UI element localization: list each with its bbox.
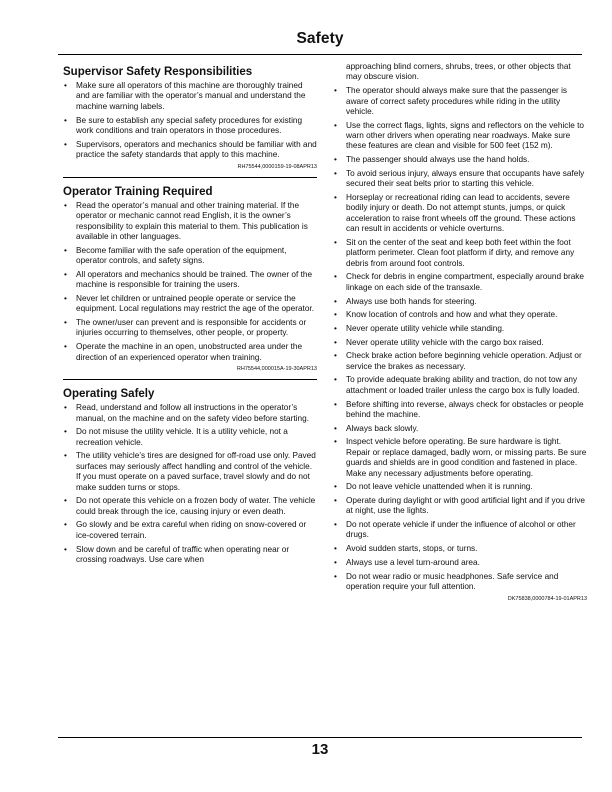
section-title: Supervisor Safety Responsibilities xyxy=(63,66,253,78)
list-item: • Do not operate this vehicle on a frozen body of water. The vehicle could break through the ice, causing injury or even death. xyxy=(63,496,317,517)
left-column xyxy=(63,62,317,569)
list-item: • The owner/user can prevent and is responsible for accidents or injuries occurring to themselves, other people, or property. xyxy=(63,318,317,339)
list-item: • Check for debris in engine compartment, especially around brake linkage on each side of the transaxle. xyxy=(333,272,587,293)
bullet-list xyxy=(63,81,317,160)
list-item: • Always back slowly. xyxy=(333,424,587,434)
list-item: • Do not misuse the utility vehicle. It is a utility vehicle, not a recreation vehicle. xyxy=(63,427,317,448)
list-item: • The operator should always make sure that the passenger is aware of correct safety procedures while riding in the utility vehicle. xyxy=(333,86,587,117)
list-item: • Go slowly and be extra careful when riding on snow-covered or ice-covered terrain. xyxy=(63,520,317,541)
list-item: • Before shifting into reverse, always check for obstacles or people behind the machine. xyxy=(333,400,587,421)
list-item: • The passenger should always use the hand holds. xyxy=(333,155,587,165)
list-item: • Supervisors, operators and mechanics should be familiar with and practice the safety standards that apply to this machine. xyxy=(63,140,317,161)
list-item: • Never let children or untrained people operate or service the equipment. Local regulations may restrict the age of the operator. xyxy=(63,294,317,315)
list-item: • Be sure to establish any special safety procedures for existing work conditions and train operators in those procedures. xyxy=(63,116,317,137)
right-column xyxy=(333,62,587,603)
list-item: • Never operate utility vehicle with the cargo box raised. xyxy=(333,338,587,348)
list-item: • Sit on the center of the seat and keep both feet within the foot platform perimeter. Clean foot platform if dirty, and remove any debris from around foot controls. xyxy=(333,238,587,269)
list-item: • Do not leave vehicle unattended when it is running. xyxy=(333,482,587,492)
section-supervisor-safety xyxy=(63,65,317,178)
list-item: • Never operate utility vehicle while standing. xyxy=(333,324,587,334)
list-item: • Horseplay or recreational riding can lead to accidents, severe bodily injury or death. Do not attempt stunts, jumps, or quick acceleration to raise front wheels off the ground. These actions can result in accidents or vehicle overturns. xyxy=(333,193,587,235)
reference-code: DK75838,0000784-19-01APR13 xyxy=(507,595,587,602)
list-item: • Operate the machine in an open, unobstructed area under the direction of an experienced operator when training. xyxy=(63,342,317,363)
section-title: Operator Training Required xyxy=(63,185,213,198)
list-item: • The utility vehicle’s tires are designed for off-road use only. Paved surfaces may seriously affect handling and control of the vehicle. If you must operate on a paved surface, travel slowly and do not make sudden turns or stops. xyxy=(63,451,317,493)
list-item: • Slow down and be careful of traffic when operating near or crossing roadways. Use care when xyxy=(63,545,317,566)
reference-code: RH75544,000015A-19-30APR13 xyxy=(236,366,317,373)
list-item: • Become familiar with the safe operation of the equipment, operator controls, and safety signs. xyxy=(63,246,317,267)
list-item: • Read, understand and follow all instructions in the operator’s manual, on the machine and on the safety video before starting. xyxy=(63,403,317,424)
list-item: • Inspect vehicle before operating. Be sure hardware is tight. Repair or replace damaged, badly worn, or missing parts. Be sure guards and shields are in good condition and fastened in place. Make any necessary adjustments before operating. xyxy=(333,437,587,479)
continued-text: approaching blind corners, shrubs, trees, or other objects that may obscure vision. xyxy=(346,62,571,82)
list-item: • Do not wear radio or music headphones. Safe service and operation require your full attention. xyxy=(333,572,587,593)
header-rule xyxy=(58,54,582,55)
footer-rule xyxy=(58,737,582,738)
list-item: • Make sure all operators of this machine are thoroughly trained and are familiar with the operator’s manual and understand the machine warning labels. xyxy=(63,81,317,112)
list-item: • Use the correct flags, lights, signs and reflectors on the vehicle to warn other drivers when operating near roadways. Make sure these features are clean and visible for 500 feet (152 m). xyxy=(333,121,587,152)
section-divider xyxy=(63,177,317,178)
list-item: • Do not operate vehicle if under the influence of alcohol or other drugs. xyxy=(333,520,587,541)
page-footer xyxy=(58,737,582,758)
section-operator-training xyxy=(63,185,317,380)
list-item: • To provide adequate braking ability and traction, do not tow any attachment or loaded trailer unless the cargo box is fully loaded. xyxy=(333,375,587,396)
list-item: • Check brake action before beginning vehicle operation. Adjust or service the brakes as necessary. xyxy=(333,351,587,372)
list-item: • To avoid serious injury, always ensure that occupants have safely secured their seat belts prior to starting this vehicle. xyxy=(333,169,587,190)
bullet-list xyxy=(63,201,317,363)
reference-code: RH75544,0000159-19-08APR13 xyxy=(237,163,317,170)
section-divider xyxy=(63,379,317,380)
bullet-list xyxy=(63,403,317,565)
list-item: • Know location of controls and how and what they operate. xyxy=(333,310,587,320)
list-item: • Operate during daylight or with good artificial light and if you drive at night, use the lights. xyxy=(333,496,587,517)
list-item: • Avoid sudden starts, stops, or turns. xyxy=(333,544,587,554)
list-item: • Always use a level turn-around area. xyxy=(333,558,587,568)
section-title: Operating Safely xyxy=(63,388,155,401)
page-header xyxy=(58,30,582,58)
bullet-list xyxy=(333,86,587,592)
list-item: • Always use both hands for steering. xyxy=(333,297,587,307)
list-item: • All operators and mechanics should be trained. The owner of the machine is responsible for training the users. xyxy=(63,270,317,291)
page-title: Safety xyxy=(296,30,344,47)
section-operating-safely xyxy=(63,387,317,565)
page-number: 13 xyxy=(311,741,329,758)
list-item: • Read the operator’s manual and other training material. If the operator or mechanic cannot read English, it is the owner’s responsibility to explain this material to them. This publication is available in other languages. xyxy=(63,201,317,243)
